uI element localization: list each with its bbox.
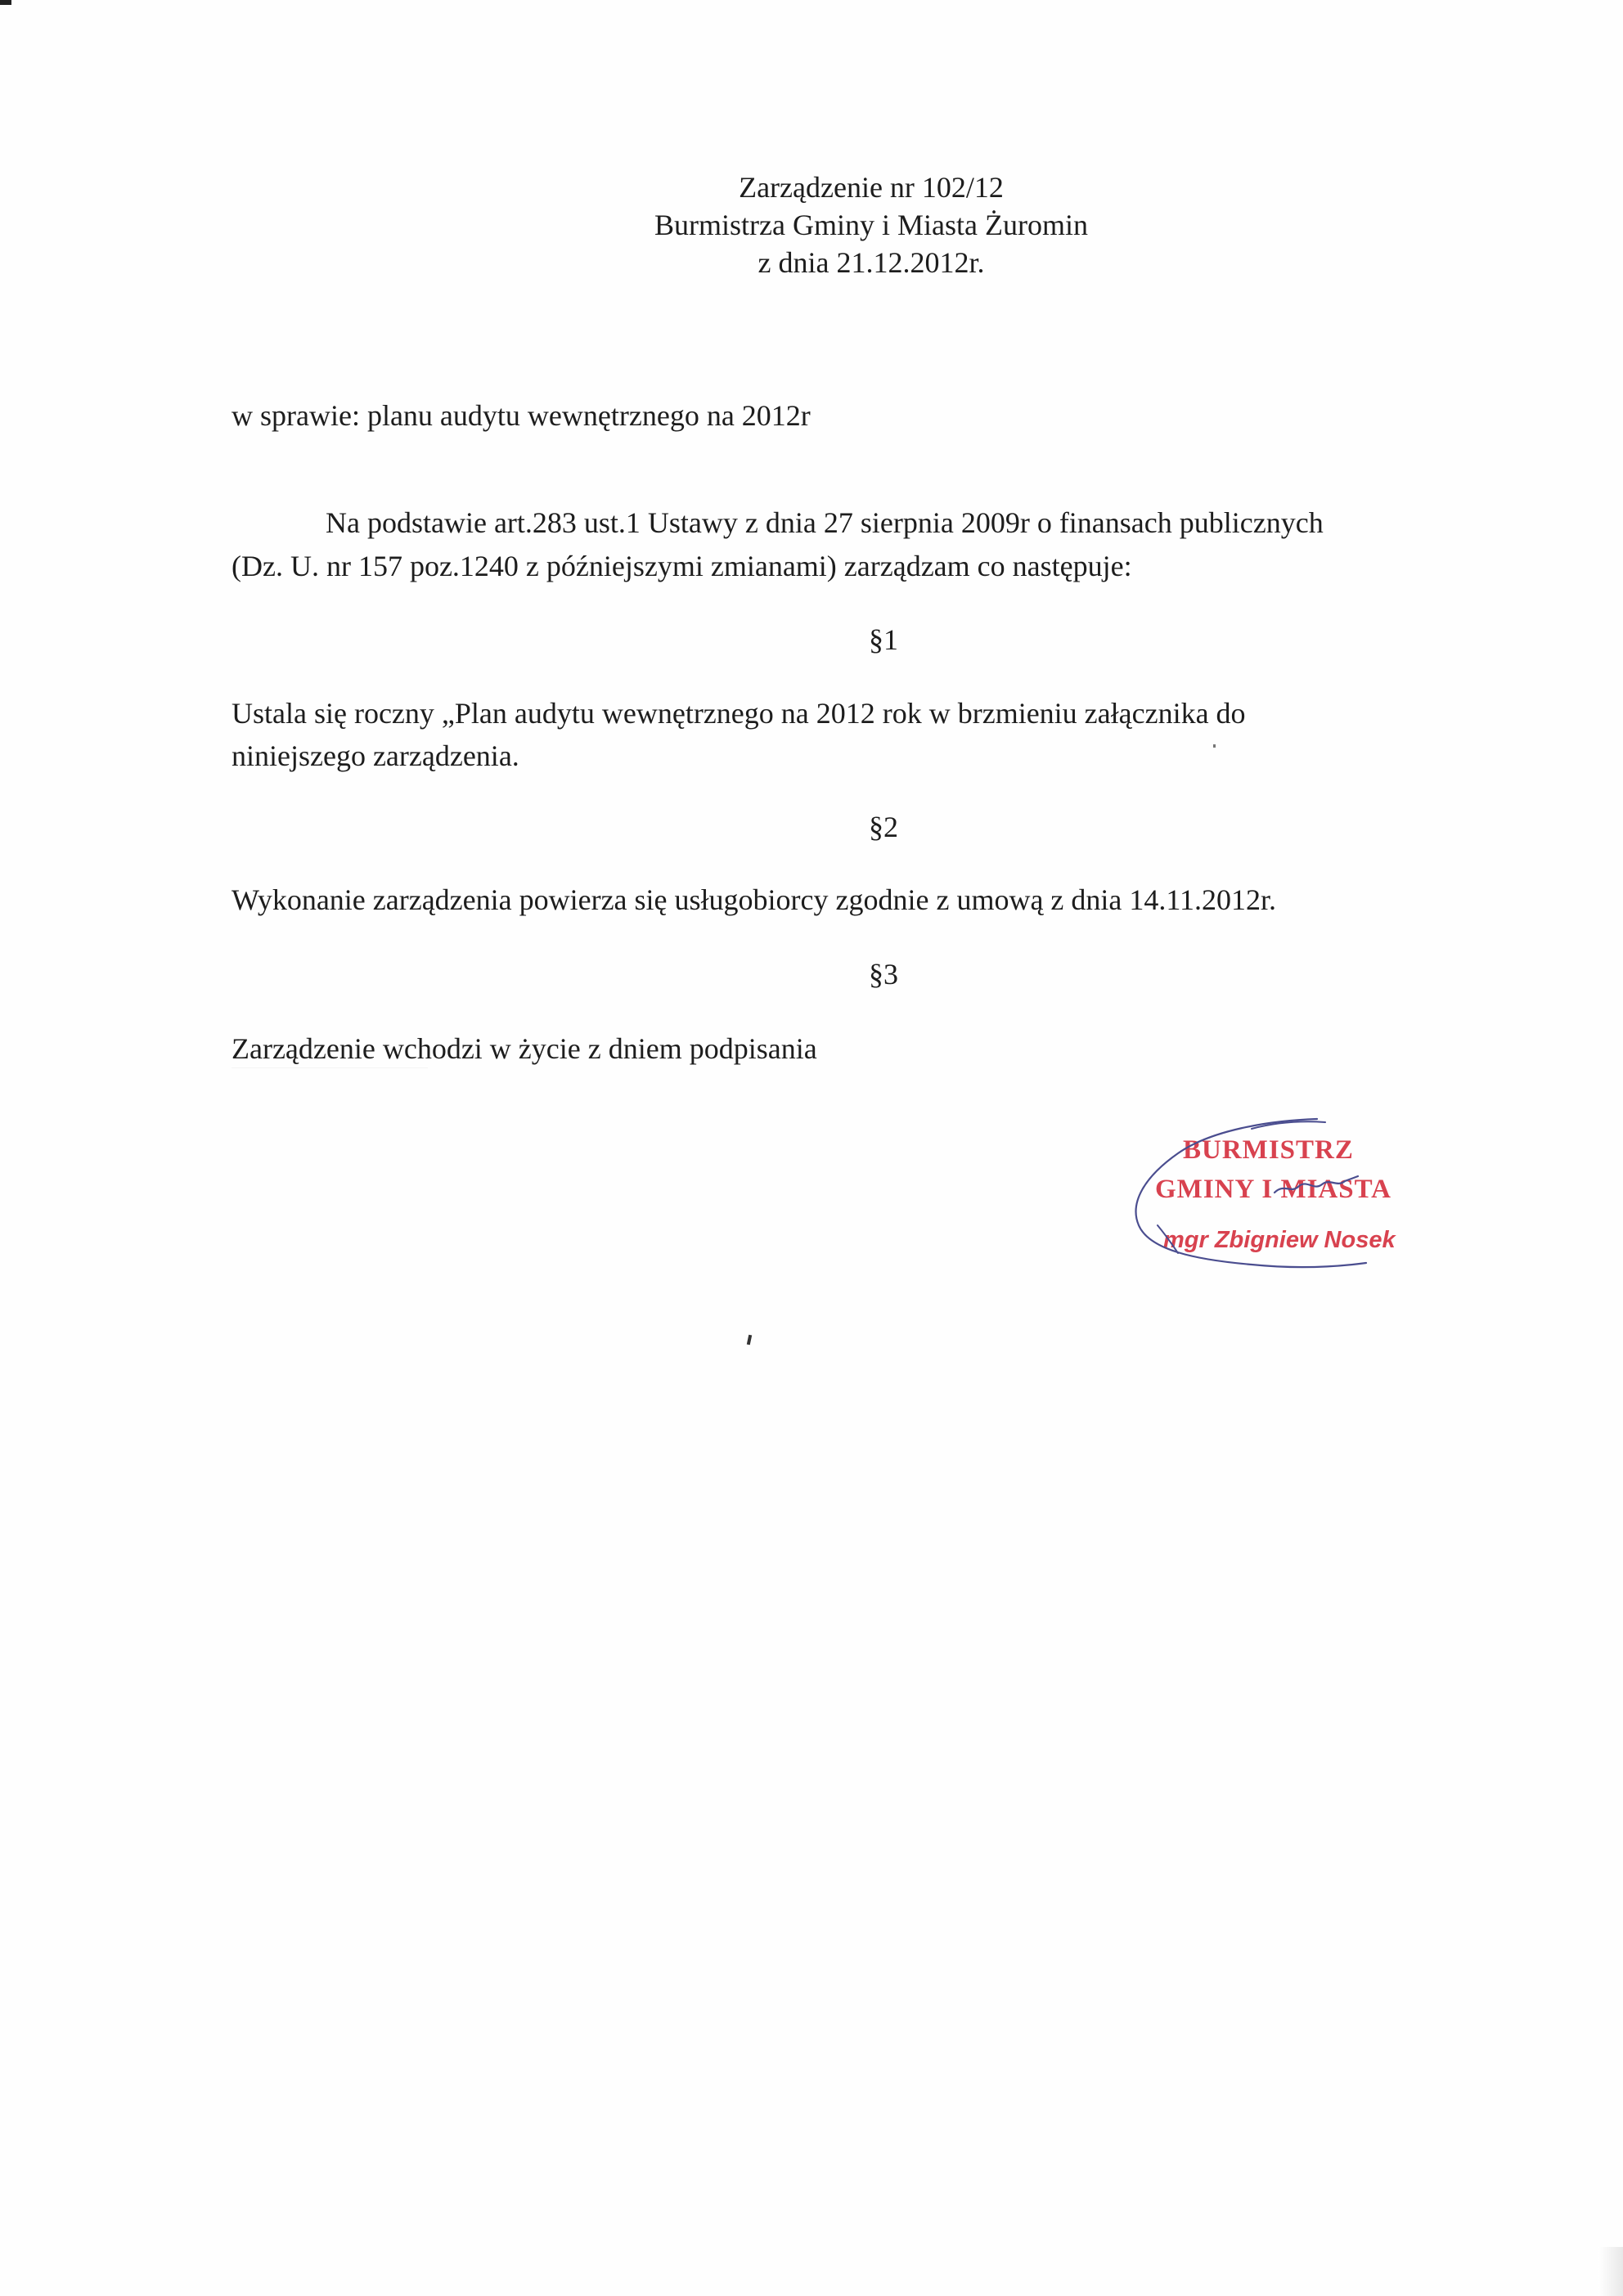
document-header [0,168,1623,281]
stamp-title: BURMISTRZ [1183,1135,1354,1165]
handwritten-signature [1121,1112,1432,1284]
section-3-mark: §3 [869,958,898,991]
ordinance-number: Zarządzenie nr 102/12 [739,171,1004,204]
stamp-name: mgr Zbigniew Nosek [1163,1227,1396,1253]
ordinance-date: z dnia 21.12.2012r. [758,246,985,279]
signature-stroke-loop [1136,1119,1366,1267]
legal-basis-line-2: (Dz. U. nr 157 poz.1240 z późniejszymi zmianami) zarządzam co następuje: [232,550,1132,582]
mayor-stamp [1121,1112,1432,1284]
section-1-mark: §1 [869,623,898,656]
issuing-authority: Burmistrza Gminy i Miasta Żuromin [654,209,1088,241]
section-1-text-line-2: niniejszego zarządzenia. [232,739,519,772]
legal-basis-line-1: Na podstawie art.283 ust.1 Ustawy z dnia 27 sierpnia 2009r o finansach publicznych [326,506,1324,539]
scan-artifact [232,1067,428,1068]
signature-stroke-top [1252,1121,1325,1129]
section-2-text-line-1: Wykonanie zarządzenia powierza się usługobiorcy zgodnie z umową z dnia 14.11.2012r. [232,883,1277,916]
stamp-office: GMINY I MIASTA [1155,1175,1392,1204]
section-1-text-line-1: Ustala się roczny „Plan audytu wewnętrznego na 2012 rok w brzmieniu załącznika do [232,697,1246,730]
section-2-mark: §2 [869,811,898,843]
scan-edge-shadow [1598,2247,1623,2296]
signature-stroke-mid [1275,1176,1358,1193]
section-3-text-line-1: Zarządzenie wchodzi w życie z dniem podpisania [232,1032,817,1065]
ordinance-subject: w sprawie: planu audytu wewnętrznego na 2012r [232,399,811,432]
scan-speck [1213,744,1216,748]
scan-speck [747,1335,752,1346]
scan-edge-mark [0,0,11,5]
